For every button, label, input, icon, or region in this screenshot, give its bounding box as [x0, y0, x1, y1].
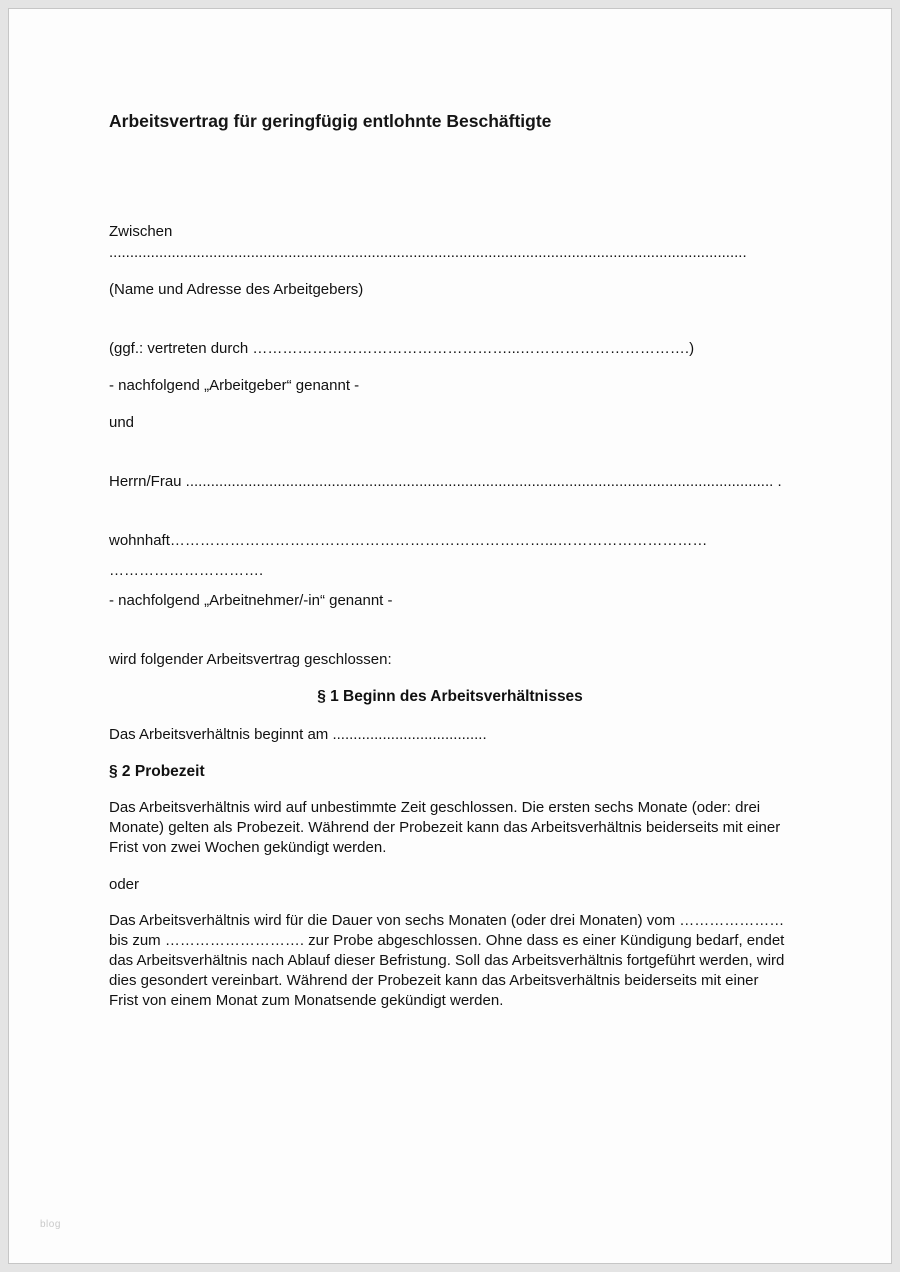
residence-blank-line-1: wohnhaft…………………………………………………………………...…………………………: [109, 532, 708, 549]
contract-closing-statement: wird folgender Arbeitsvertrag geschlossen:: [109, 651, 392, 668]
contract-page: [8, 8, 892, 1264]
employee-designation-line: - nachfolgend „Arbeitnehmer/-in“ genannt -: [109, 592, 393, 609]
watermark-text: blog: [40, 1219, 61, 1230]
employer-designation-line: - nachfolgend „Arbeitgeber“ genannt -: [109, 377, 360, 394]
party-employer-blank-line: Zwischen .........................................................................................................................................................: [109, 223, 747, 261]
contract-title: Arbeitsvertrag für geringfügig entlohnte Beschäftigte: [109, 111, 552, 131]
employer-name-address-caption: (Name und Adresse des Arbeitgebers): [109, 281, 364, 298]
conjunction-und: und: [109, 414, 135, 431]
probation-paragraph-2: Das Arbeitsverhältnis wird für die Dauer von sechs Monaten (oder drei Monaten) vom ………………… bis zum ………………………. zur Probe abgeschlossen. Ohne dass es einer Kündigung bedarf, endet das Arbeitsverhältnis nach Ablauf dieser Befristung. Soll das Arbeitsverhältnis fortgeführt werden, wird dies gesondert vereinbart. Während der Probezeit kann das Arbeitsverhältnis beiderseits mit einer Frist von einem Monat zum Monatsende gekündigt werden.: [109, 912, 785, 1009]
employee-name-blank-line: Herrn/Frau ............................................................................................................................................. .: [109, 473, 782, 490]
section-2-heading: § 2 Probezeit: [109, 763, 205, 780]
residence-blank-line-2: ………………………….: [109, 562, 264, 579]
probation-alternative-oder: oder: [109, 876, 140, 893]
section-1-heading: § 1 Beginn des Arbeitsverhältnisses: [317, 688, 583, 705]
probation-paragraph-1: Das Arbeitsverhältnis wird auf unbestimmte Zeit geschlossen. Die ersten sechs Monate (oder: drei Monate) gelten als Probezeit. Während der Probezeit kann das Arbeitsverhältnis beiderseits mit einer Frist von zwei Wochen gekündigt werden.: [109, 799, 781, 856]
represented-by-blank-line: (ggf.: vertreten durch ……………………………………………...…………………………….): [109, 340, 695, 357]
employment-start-blank-line: Das Arbeitsverhältnis beginnt am .....................................: [109, 726, 487, 743]
